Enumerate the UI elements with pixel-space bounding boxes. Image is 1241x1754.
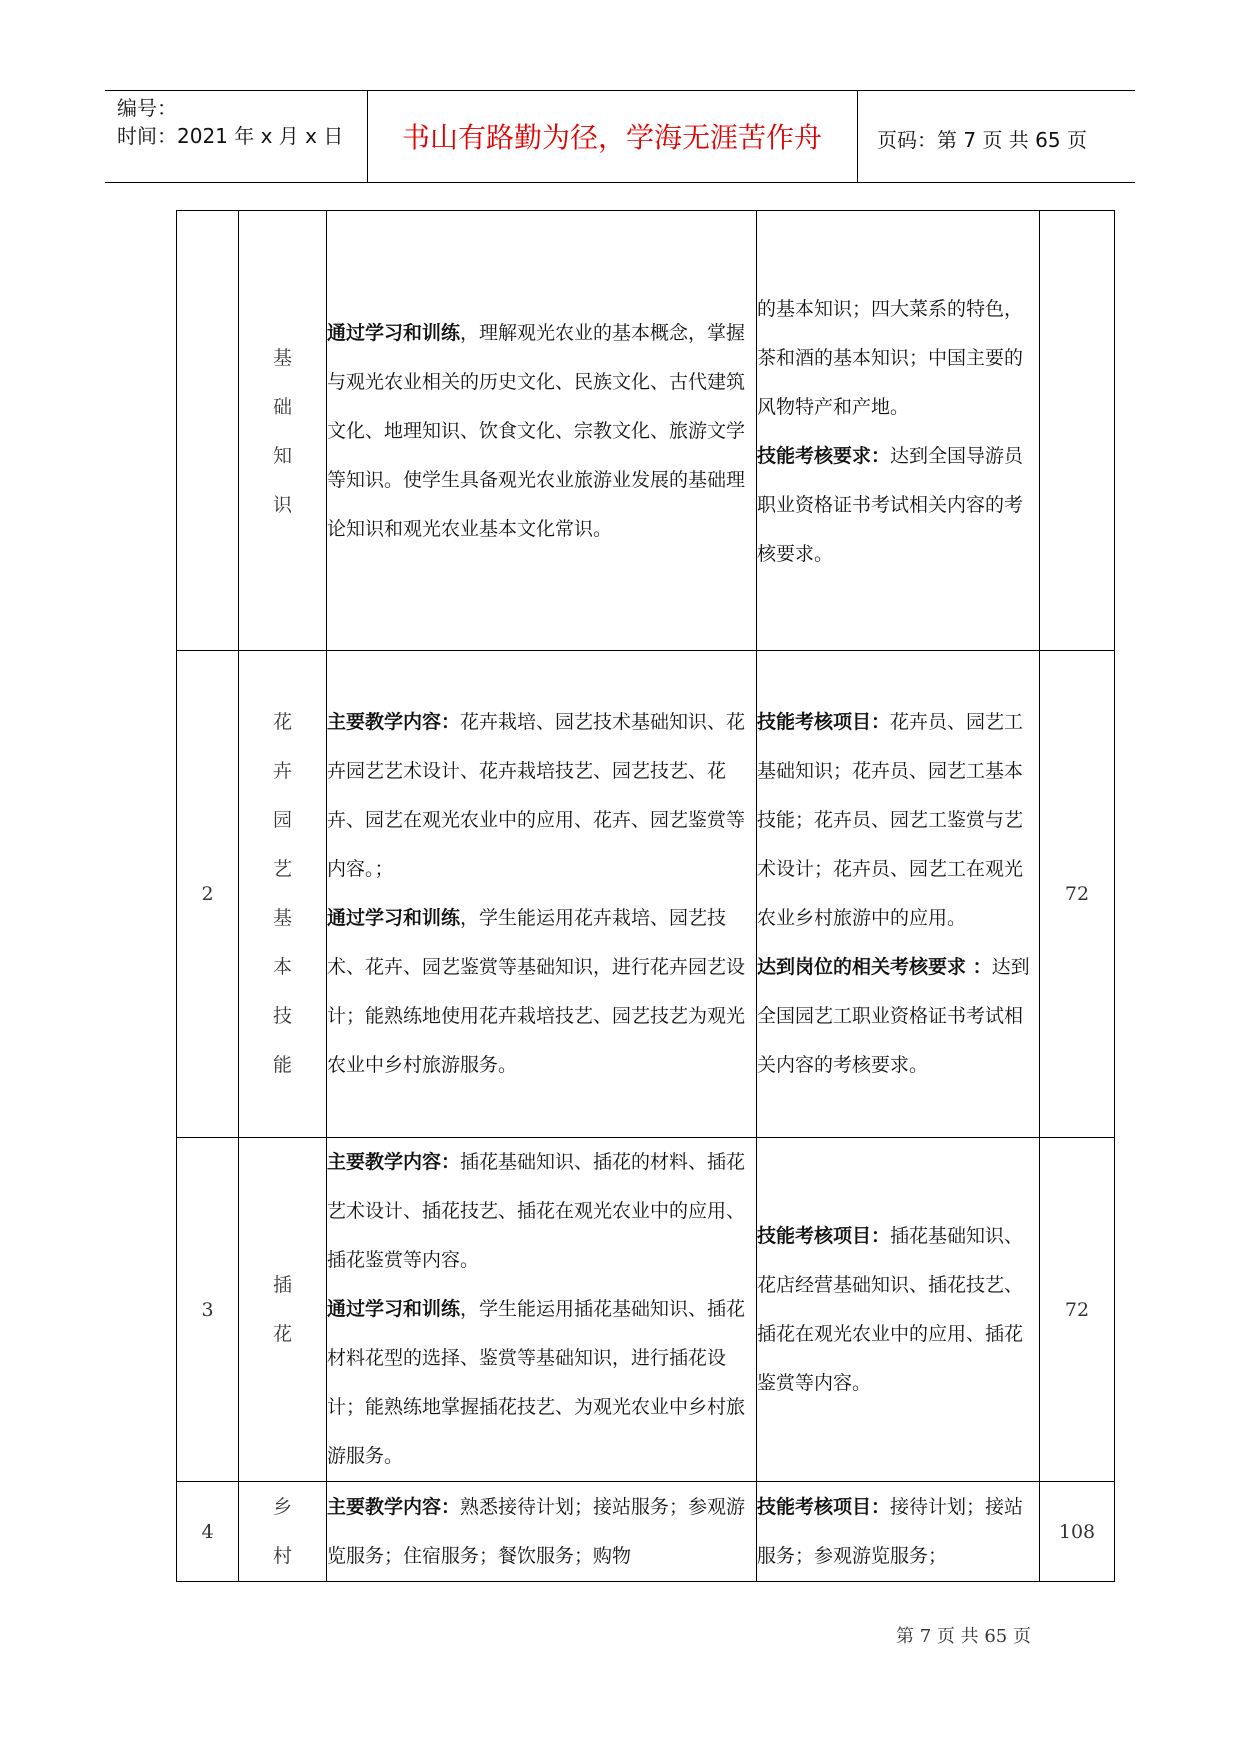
course-name-char: 园 [272,809,292,831]
table-row [177,1138,1115,1482]
content-bold: 通过学习和训练 [327,322,461,344]
assessment-bold: 技能考核项目： [757,1224,891,1247]
course-name [239,211,327,651]
content-bold: 通过学习和训练 [327,907,461,929]
assessment [757,1482,1040,1582]
course-name-char: 识 [272,493,292,516]
content-bold: 通过学习和训练 [327,1298,461,1320]
hours: 72 [1040,1138,1115,1482]
course-name-char: 能 [272,1054,292,1076]
content-text: ，学生能运用花卉栽培、园艺技术、花卉、园艺鉴赏等基础知识，进行花卉园艺设计；能熟练地使用花卉栽培技艺、园艺技艺为观光农业中乡村旅游服务。 [327,907,746,1076]
course-name-char: 村 [272,1544,292,1567]
assessment-text: 花卉员、园艺工基础知识；花卉员、园艺工基本技能；花卉员、园艺工鉴赏与艺术设计；花卉员、园艺工在观光农业乡村旅游中的应用。 [757,711,1024,929]
hours: 108 [1040,1482,1115,1582]
header-motto: 书山有路勤为径，学海无涯苦作舟 [401,121,822,154]
assessment [757,211,1040,651]
assessment-text: 接待计划；接站服务；参观游览服务； [757,1495,1024,1567]
course-name-char: 本 [272,956,292,978]
table-row [177,651,1115,1138]
assessment-text: 达到全国园艺工职业资格证书考试相关内容的考核要求。 [757,956,1030,1076]
hours [1040,211,1115,651]
course-name-char: 知 [272,444,292,467]
header-top-rule [105,90,1135,91]
row-number: 4 [177,1482,239,1582]
header-divider-right [857,90,858,182]
course-name-char: 艺 [272,858,292,880]
table-row [177,211,1115,651]
course-name-char: 插 [272,1273,292,1296]
assessment-text: 达到全国导游员职业资格证书考试相关内容的考核要求。 [757,444,1024,565]
page-footer: 第 7 页 共 65 页 [896,1626,1031,1647]
course-name-char: 技 [272,1005,292,1027]
course-name [239,1138,327,1482]
assessment-text: 插花基础知识、花店经营基础知识、插花技艺、插花在观光农业中的应用、插花鉴赏等内容。 [757,1224,1024,1394]
assessment-bold: 技能考核要求： [757,444,891,467]
row-number: 3 [177,1138,239,1482]
table-row [177,1482,1115,1582]
assessment-bold: 技能考核项目： [757,711,891,733]
course-name-char: 基 [272,907,292,929]
course-name-char: 卉 [272,760,292,782]
row-number [177,211,239,651]
course-content [327,651,757,1138]
assessment-bold: 达到岗位的相关考核要求 ： [757,956,992,978]
assessment-text: 的基本知识；四大菜系的特色，茶和酒的基本知识；中国主要的风物特产和产地。 [757,297,1024,418]
course-name [239,651,327,1138]
course-name-char: 花 [272,1322,292,1345]
assessment [757,651,1040,1138]
content-text: 熟悉接待计划；接站服务；参观游览服务；住宿服务；餐饮服务；购物 [327,1495,746,1567]
course-name-char: 乡 [272,1495,292,1518]
header-bottom-rule [105,182,1135,183]
course-table [176,210,1115,1582]
row-number: 2 [177,651,239,1138]
course-content [327,211,757,651]
page-header [105,90,1135,182]
content-bold: 主要教学内容： [327,1151,461,1173]
assessment-bold: 技能考核项目： [757,1495,891,1518]
course-name-char: 基 [272,346,292,369]
content-text: ，学生能运用插花基础知识、插花材料花型的选择、鉴赏等基础知识，进行插花设计；能熟练地掌握插花技艺、为观光农业中乡村旅游服务。 [327,1298,746,1467]
content-bold: 主要教学内容： [327,711,461,733]
course-name-char: 花 [272,711,292,733]
content-text: 花卉栽培、园艺技术基础知识、花卉园艺艺术设计、花卉栽培技艺、园艺技艺、花卉、园艺在观光农业中的应用、花卉、园艺鉴赏等内容。； [327,711,746,880]
header-time-label: 时间：2021 年 x 月 x 日 [117,124,344,148]
course-content [327,1138,757,1482]
content-text: 插花基础知识、插花的材料、插花艺术设计、插花技艺、插花在观光农业中的应用、插花鉴赏等内容。 [327,1151,746,1271]
course-name-char: 础 [272,395,292,418]
content-text: ，理解观光农业的基本概念，掌握与观光农业相关的历史文化、民族文化、古代建筑文化、地理知识、饮食文化、宗教文化、旅游文学等知识。使学生具备观光农业旅游业发展的基础理论知识和观光农业基本文化常识。 [327,322,746,540]
content-bold: 主要教学内容： [327,1495,461,1518]
assessment [757,1138,1040,1482]
hours: 72 [1040,651,1115,1138]
course-content [327,1482,757,1582]
course-name [239,1482,327,1582]
header-page-label: 页码：第 7 页 共 65 页 [877,128,1087,152]
header-code-label: 编号： [117,96,177,120]
